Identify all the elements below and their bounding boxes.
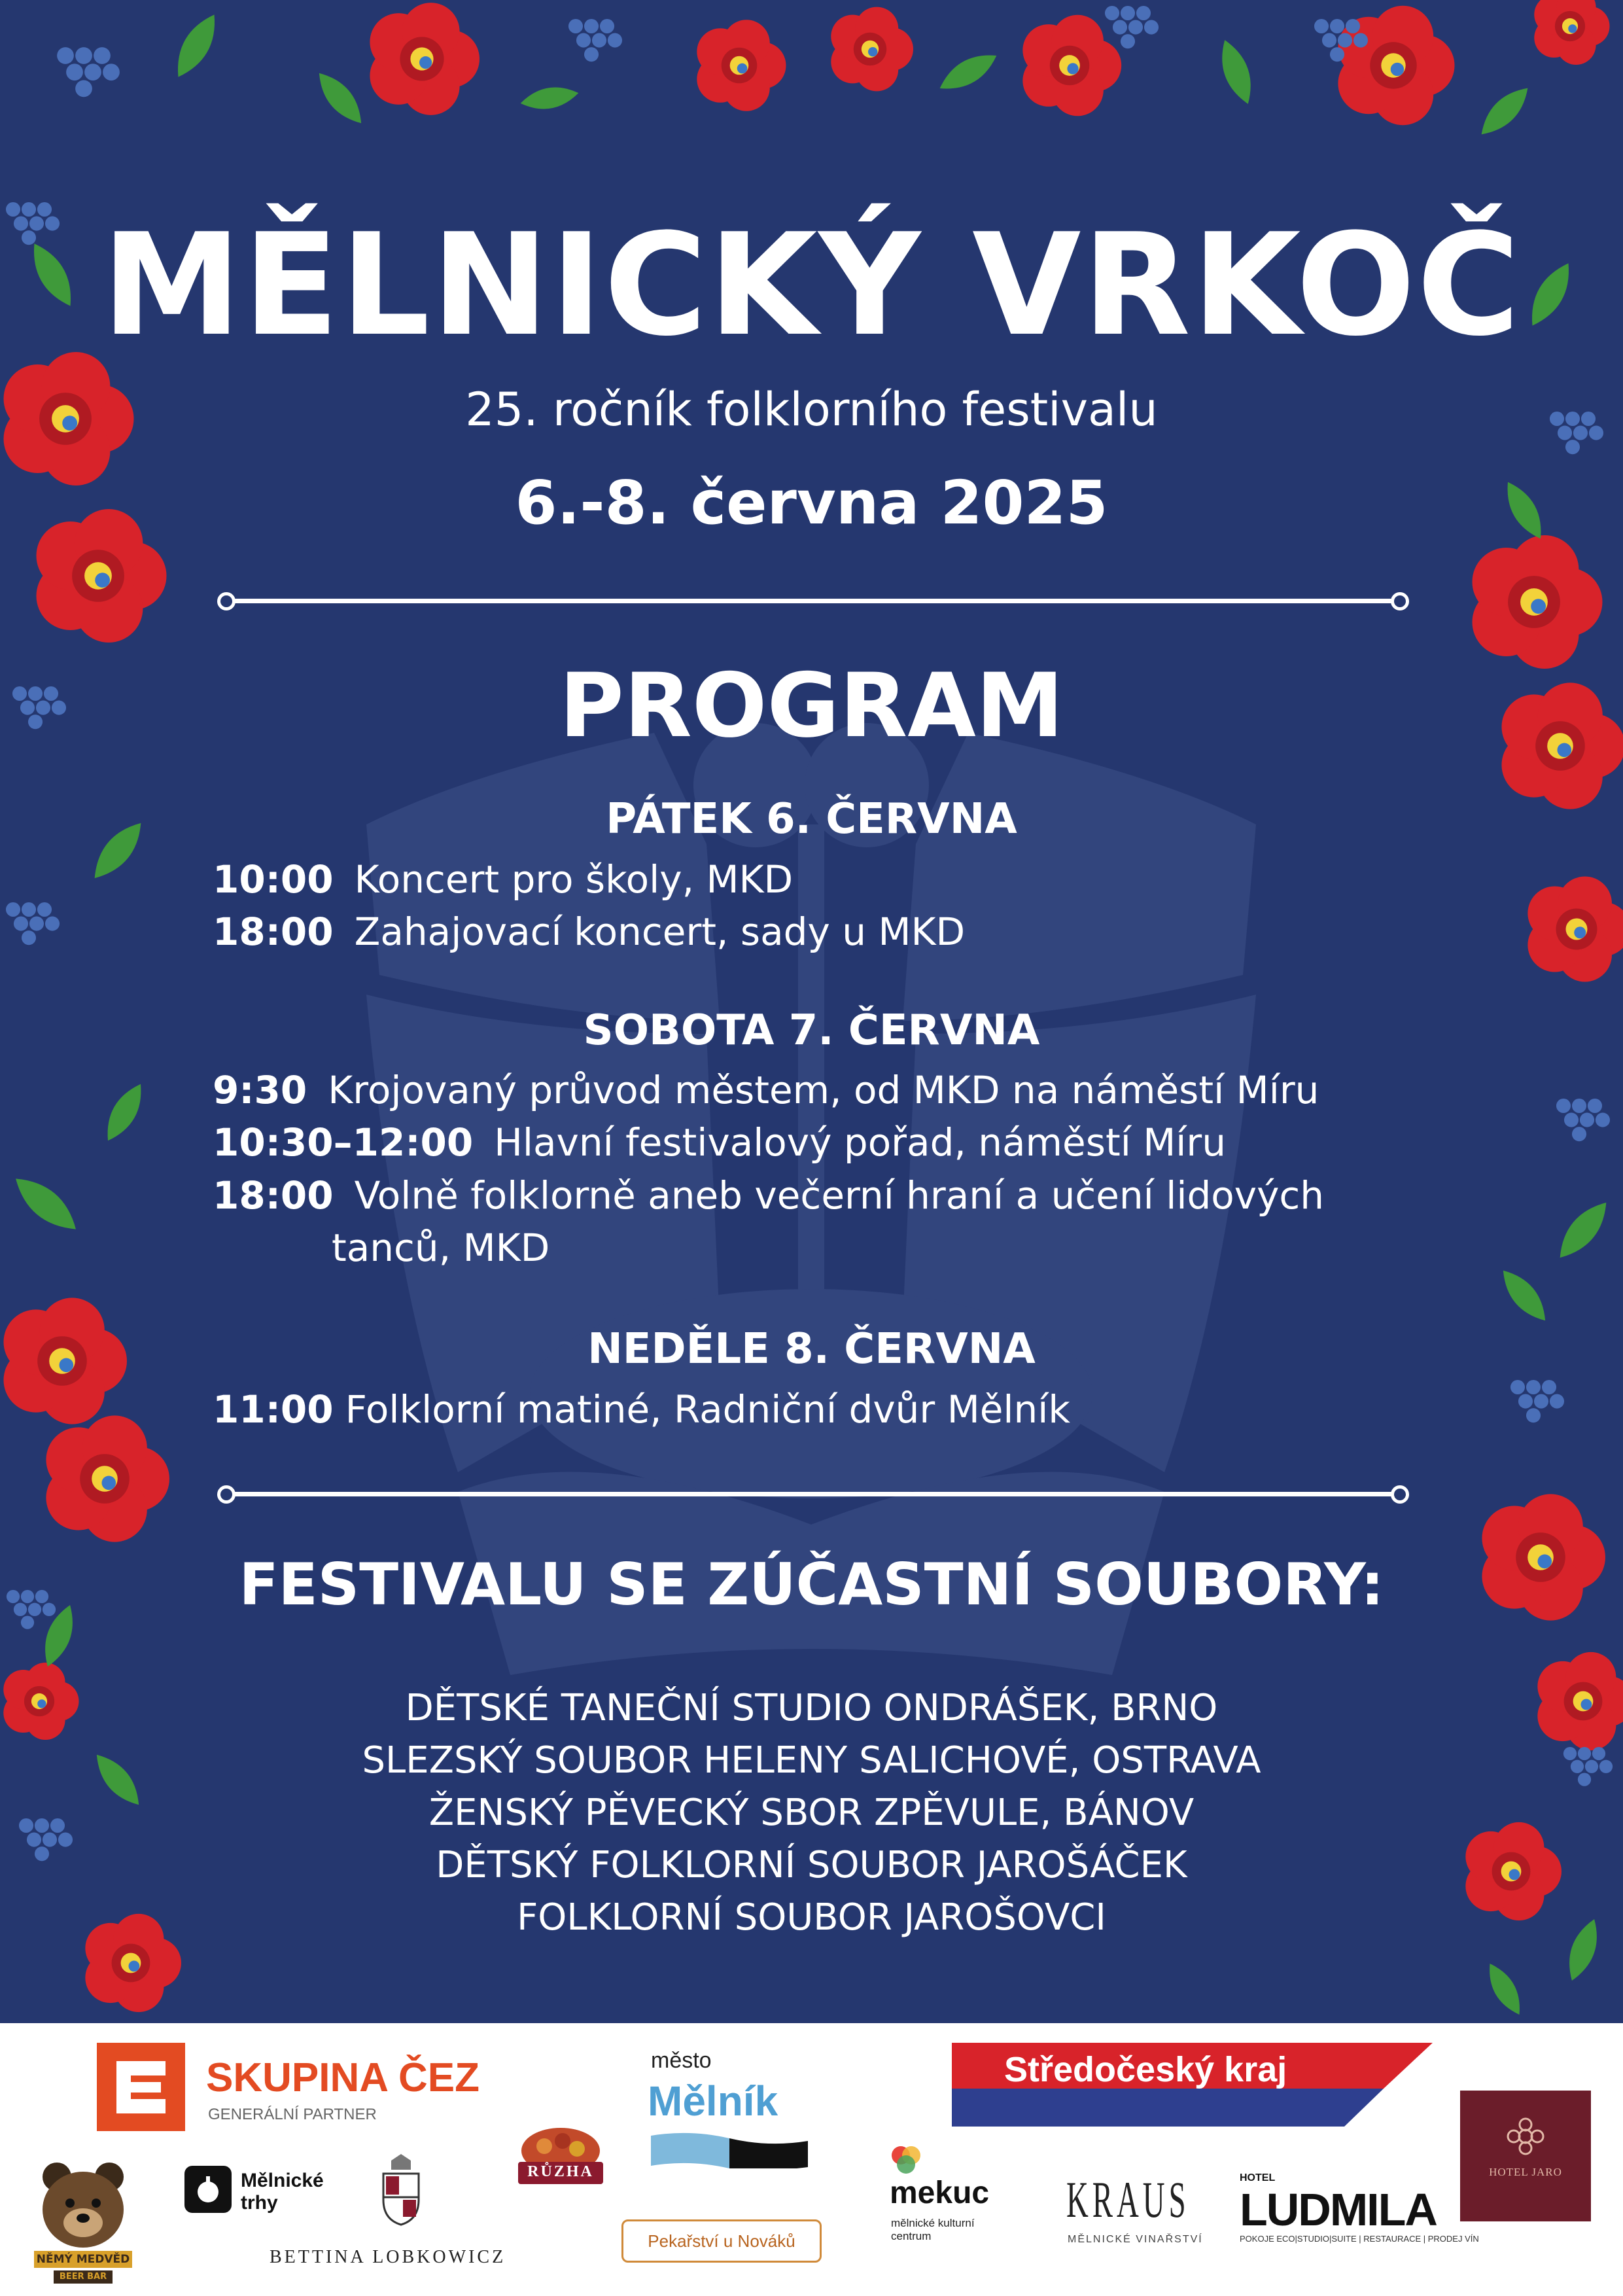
green-leaf-icon bbox=[934, 46, 1002, 98]
kraus-sub: MĚLNICKÉ VINAŘSTVÍ bbox=[1068, 2234, 1203, 2245]
lobkowicz-name: BETTINA LOBKOWICZ bbox=[270, 2247, 506, 2267]
blue-berries-icon bbox=[1510, 1380, 1564, 1422]
mekuc-name: mekuc bbox=[890, 2176, 990, 2210]
trhy-logo-icon bbox=[184, 2166, 232, 2213]
green-leaf-icon bbox=[1494, 1263, 1554, 1328]
mekuc-sub: mělnické kulturní centrum bbox=[891, 2217, 975, 2242]
program-text: Zahajovací koncert, sady u MKD bbox=[354, 910, 966, 954]
medved-name: NĚMÝ MEDVĚD bbox=[34, 2251, 132, 2268]
program-text: Volně folklorně aneb večerní hraní a učení lidových bbox=[354, 1173, 1325, 1218]
divider-bottom bbox=[217, 1485, 1409, 1502]
ruzha-logo-icon bbox=[505, 2121, 616, 2197]
ruzha-name: RŮZHA bbox=[527, 2163, 594, 2180]
trhy-name: Mělnické trhy bbox=[241, 2170, 324, 2214]
green-leaf-icon bbox=[1473, 80, 1535, 142]
red-flower-icon bbox=[1022, 15, 1121, 116]
program-time: 18:00 bbox=[213, 1173, 334, 1218]
bear-icon bbox=[34, 2154, 132, 2252]
cez-logo-icon bbox=[97, 2043, 185, 2131]
green-leaf-icon bbox=[167, 9, 225, 84]
green-leaf-icon bbox=[1213, 36, 1259, 108]
program-time: 10:30–12:00 bbox=[213, 1120, 474, 1165]
day-sunday: NEDĚLE 8. ČERVNA bbox=[587, 1325, 1036, 1373]
ludmila-top: HOTEL bbox=[1240, 2172, 1276, 2183]
day-friday: PÁTEK 6. ČERVNA bbox=[606, 795, 1017, 843]
program-time: 11:00 bbox=[213, 1387, 334, 1432]
blue-berries-icon bbox=[1105, 6, 1159, 48]
pekarstvi-logo: Pekařství u Nováků bbox=[621, 2219, 822, 2263]
ensemble-item: DĚTSKÉ TANEČNÍ STUDIO ONDRÁŠEK, BRNO bbox=[405, 1687, 1218, 1729]
red-flower-icon bbox=[46, 1415, 169, 1542]
ensembles-heading: FESTIVALU SE ZÚČASTNÍ SOUBORY: bbox=[239, 1551, 1384, 1618]
program-time: 18:00 bbox=[213, 910, 334, 954]
program-text: Folklorní matiné, Radniční dvůr Mělník bbox=[345, 1387, 1070, 1432]
red-flower-icon bbox=[1534, 0, 1609, 65]
lobkowicz-crest-icon bbox=[378, 2154, 424, 2226]
divider-top bbox=[217, 592, 1409, 609]
program-text: Koncert pro školy, MKD bbox=[354, 857, 794, 902]
hotel-jaro-name: HOTEL JARO bbox=[1489, 2166, 1562, 2178]
program-item bbox=[213, 1068, 1319, 1112]
festival-subtitle: 25. ročník folklorního festivalu bbox=[465, 383, 1158, 436]
cez-role: GENERÁLNÍ PARTNER bbox=[208, 2106, 377, 2123]
sponsor-strip bbox=[0, 2023, 1623, 2296]
day-saturday: SOBOTA 7. ČERVNA bbox=[583, 1006, 1040, 1055]
red-flower-icon bbox=[831, 7, 913, 92]
blue-berries-icon bbox=[6, 902, 60, 945]
ludmila-name: LUDMILA bbox=[1240, 2184, 1437, 2235]
red-flower-icon bbox=[697, 20, 786, 111]
green-leaf-icon bbox=[1481, 1958, 1528, 2020]
program-time: 10:00 bbox=[213, 857, 334, 902]
green-leaf-icon bbox=[98, 1078, 150, 1146]
medved-sub: BEER BAR bbox=[54, 2270, 113, 2284]
kraj-name: Středočeský kraj bbox=[1004, 2050, 1287, 2089]
nemy-medved-logo bbox=[34, 2154, 132, 2285]
ensemble-item: FOLKLORNÍ SOUBOR JAROŠOVCI bbox=[517, 1896, 1106, 1939]
program-item bbox=[213, 1173, 1324, 1218]
program-heading: PROGRAM bbox=[559, 654, 1064, 757]
kraus-name: KRAUS bbox=[1066, 2171, 1190, 2228]
mekuc-logo-icon bbox=[886, 2141, 926, 2180]
festival-title: MĚLNICKÝ VRKOČ bbox=[101, 203, 1522, 367]
blue-berries-icon bbox=[1556, 1099, 1610, 1141]
hotel-jaro-logo bbox=[1460, 2091, 1591, 2221]
festival-dates: 6.-8. června 2025 bbox=[515, 468, 1108, 538]
program-item bbox=[213, 1120, 1226, 1165]
program-item bbox=[213, 857, 793, 902]
program-item bbox=[213, 1387, 1070, 1432]
melnik-flag-icon bbox=[651, 2129, 808, 2168]
green-leaf-icon bbox=[7, 1168, 85, 1239]
blue-berries-icon bbox=[57, 47, 120, 97]
program-item bbox=[213, 910, 965, 954]
green-leaf-icon bbox=[310, 65, 370, 130]
ludmila-sub: POKOJE ECO|STUDIO|SUITE | RESTAURACE | PRODEJ VÍN bbox=[1240, 2234, 1479, 2244]
program-text-continued: tanců, MKD bbox=[332, 1226, 550, 1270]
program-text: Krojovaný průvod městem, od MKD na náměstí Míru bbox=[328, 1068, 1319, 1112]
red-flower-icon bbox=[1527, 877, 1623, 982]
green-leaf-icon bbox=[1550, 1194, 1616, 1265]
red-flower-icon bbox=[370, 3, 480, 115]
melnik-big: Mělník bbox=[648, 2077, 778, 2125]
ensemble-item: SLEZSKÝ SOUBOR HELENY SALICHOVÉ, OSTRAVA bbox=[362, 1739, 1261, 1782]
red-flower-icon bbox=[1472, 535, 1602, 669]
melnik-small: město bbox=[651, 2048, 712, 2073]
ensemble-item: DĚTSKÝ FOLKLORNÍ SOUBOR JAROŠÁČEK bbox=[436, 1844, 1187, 1886]
ensemble-item: ŽENSKÝ PĚVECKÝ SBOR ZPĚVULE, BÁNOV bbox=[428, 1792, 1195, 1834]
green-leaf-icon bbox=[519, 83, 580, 114]
program-time: 9:30 bbox=[213, 1068, 307, 1112]
blue-berries-icon bbox=[568, 19, 622, 62]
cez-name: SKUPINA ČEZ bbox=[206, 2055, 480, 2100]
jaro-flower-icon bbox=[1460, 2091, 1591, 2221]
program-text: Hlavní festivalový pořad, náměstí Míru bbox=[494, 1120, 1227, 1165]
